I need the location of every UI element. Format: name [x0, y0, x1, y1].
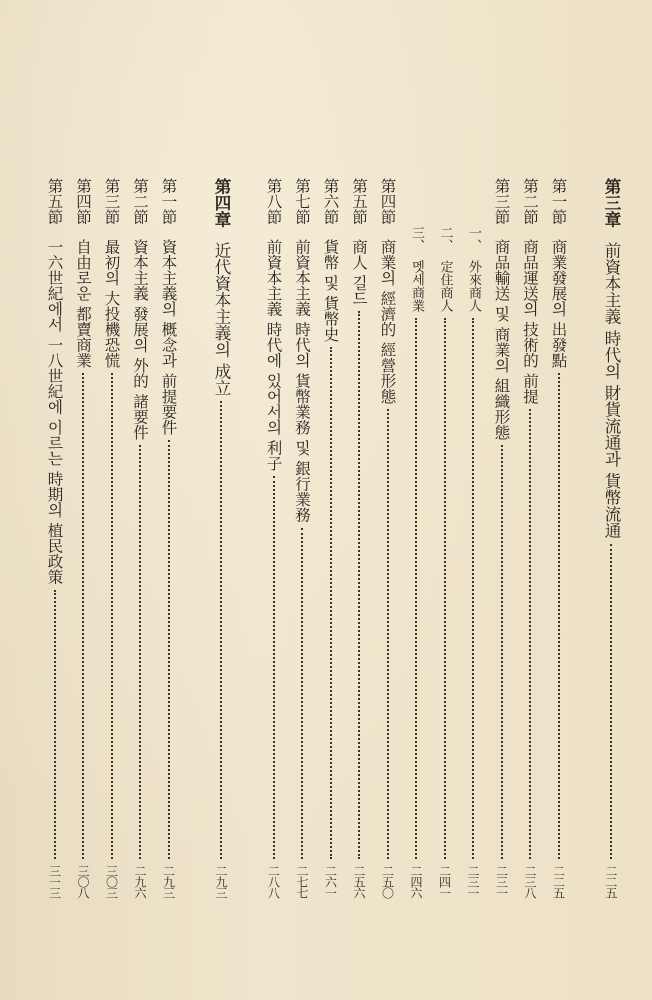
section-number: 第三節: [492, 178, 511, 225]
dot-leader: [330, 347, 332, 859]
dot-leader: [82, 373, 84, 859]
toc-entry-section: [40, 178, 69, 898]
section-title: 自由로운 都賣商業: [74, 238, 92, 368]
page-number: 二五六: [352, 865, 366, 898]
toc-entry-section: [487, 178, 516, 898]
subsection-number: 二、: [437, 226, 453, 252]
toc-entry-subsection: [402, 178, 431, 898]
toc-entry-section: [288, 178, 317, 898]
section-number: 第二節: [131, 178, 149, 225]
section-title: 前資本主義 時代의 貨幣業務 및 銀行業務: [293, 238, 311, 522]
toc-entry-section: [126, 178, 155, 898]
dot-leader: [54, 590, 56, 859]
toc-entry-chapter-3: [597, 178, 626, 898]
page-number: 二二五: [551, 865, 566, 898]
section-title: 前資本主義 時代에 있어서의 利子: [264, 238, 283, 471]
section-title: 商品運送의 技術的 前提: [521, 238, 539, 404]
toc-entry-chapter-4: [207, 178, 236, 898]
page-number: 二四一: [437, 865, 452, 898]
section-number: 第六節: [321, 178, 340, 225]
toc-entry-section: [345, 178, 374, 898]
toc-entry-section: [154, 178, 183, 898]
page-number: 三〇三: [104, 865, 119, 898]
subsection-number: 一、: [466, 226, 481, 252]
section-title: 資本主義의 概念과 前提要件: [159, 238, 178, 435]
toc-entry-section: [69, 178, 98, 898]
page-number: 二九六: [133, 865, 147, 898]
page-number: 二二五: [604, 865, 618, 898]
dot-leader: [168, 440, 170, 859]
dot-leader: [358, 311, 360, 859]
toc-entry-subsection: [430, 178, 459, 898]
dot-leader: [139, 445, 141, 859]
page-number: 二三一: [466, 865, 480, 898]
spacer: [235, 178, 259, 898]
page-number: 二五〇: [380, 865, 395, 898]
section-title: 貨幣 및 貨幣史: [321, 238, 340, 342]
spacer: [183, 178, 207, 898]
section-number: 第二節: [521, 178, 539, 225]
spacer: [573, 178, 597, 898]
table-of-contents: [40, 178, 625, 898]
section-title: 商品輸送 및 商業의 組織形態: [492, 238, 511, 440]
subsection-title: 定住商人: [437, 260, 453, 312]
dot-leader: [387, 409, 389, 859]
section-number: 第七節: [293, 178, 311, 225]
chapter-title: 前資本主義 時代의 財貨流通과 貨幣流通: [602, 241, 621, 538]
subsection-title: 外來商人: [466, 260, 481, 312]
toc-entry-section: [544, 178, 573, 898]
page-number: 二三八: [523, 865, 537, 898]
dot-leader: [111, 373, 113, 859]
toc-entry-section: [373, 178, 402, 898]
section-number: 第四節: [74, 178, 92, 225]
page-number: 二七七: [295, 865, 309, 898]
page-number: 二九三: [161, 865, 176, 898]
dot-leader: [501, 445, 503, 859]
dot-leader: [273, 476, 275, 859]
section-title: 資本主義 發展의 外的 諸要件: [131, 238, 149, 440]
section-number: 第三節: [102, 178, 121, 225]
page-number: 二六一: [323, 865, 338, 898]
section-title: 一六世紀에서 一八世紀에 이르는 時期의 植民政策: [45, 238, 64, 584]
dot-leader: [558, 373, 560, 859]
toc-entry-section: [516, 178, 545, 898]
dot-leader: [415, 318, 417, 859]
chapter-number: 第四章: [212, 178, 231, 228]
toc-entry-subsection: [459, 178, 488, 898]
section-number: 第八節: [264, 178, 283, 225]
dot-leader: [444, 318, 446, 859]
subsection-number: 三、: [409, 226, 424, 252]
page-number: 二九三: [214, 865, 228, 898]
section-number: 第一節: [549, 178, 568, 225]
dot-leader: [301, 528, 303, 859]
chapter-number: 第三章: [602, 178, 621, 228]
dot-leader: [220, 401, 222, 859]
page-number: 三一三: [47, 865, 62, 898]
toc-entry-section: [97, 178, 126, 898]
section-title: 最初의 大投機恐慌: [102, 238, 121, 368]
dot-leader: [472, 318, 474, 859]
toc-entry-section: [316, 178, 345, 898]
section-title: 商業發展의 出發點: [549, 238, 568, 368]
section-number: 第五節: [350, 178, 368, 225]
dot-leader: [529, 409, 531, 859]
section-number: 第四節: [378, 178, 397, 225]
section-number: 第一節: [159, 178, 178, 225]
page-number: 二八八: [266, 865, 281, 898]
subsection-title: 멧세商業: [409, 260, 424, 312]
section-number: 第五節: [45, 178, 64, 225]
toc-entry-section: [259, 178, 288, 898]
page-number: 二三一: [494, 865, 509, 898]
page-number: 二四六: [409, 865, 423, 898]
section-title: 商人 길드: [350, 238, 368, 306]
chapter-title: 近代資本主義의 成立: [212, 241, 231, 396]
dot-leader: [610, 544, 612, 859]
section-title: 商業의 經濟的 經營形態: [378, 238, 397, 404]
page-number: 三〇八: [76, 865, 90, 898]
